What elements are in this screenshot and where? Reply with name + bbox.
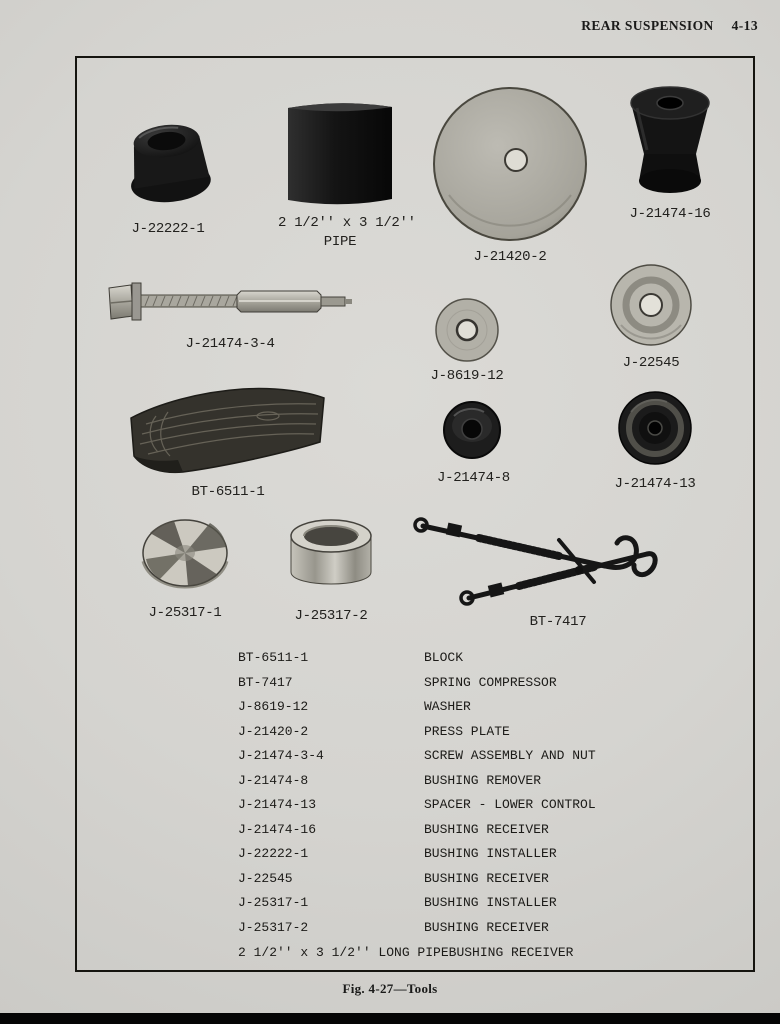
part-code: J-21474-16 [238, 821, 317, 837]
part-desc: SCREW ASSEMBLY AND NUT [424, 748, 596, 764]
part-code: BT-7417 [238, 674, 293, 690]
spacer-image [615, 390, 695, 468]
page-number: 4-13 [731, 18, 758, 33]
part-code: 2 1/2'' x 3 1/2'' LONG PIPE [238, 944, 449, 960]
wood-block-image [128, 386, 328, 478]
tool-label-j-22545: J-22545 [622, 355, 680, 371]
tool-figure-j-8619-12 [430, 298, 504, 384]
part-code: J-21474-3-4 [238, 748, 324, 764]
tool-figure-bt-7417 [408, 510, 660, 630]
tool-label-j-21474-16: J-21474-16 [629, 206, 711, 222]
washer-image [432, 298, 502, 364]
pipe-word-text: PIPE [323, 234, 357, 250]
part-code: J-25317-2 [238, 920, 309, 936]
tool-figure-j-22222-1 [118, 105, 218, 237]
tool-figure-j-25317-1 [138, 513, 232, 621]
tool-label-j-21474-3-4: J-21474-3-4 [185, 336, 275, 352]
parts-list-row [238, 769, 718, 794]
part-code: BT-6511-1 [238, 650, 309, 665]
tool-label-j-21474-8: J-21474-8 [437, 470, 510, 486]
parts-list-row [238, 916, 718, 941]
part-desc: BUSHING RECEIVER [424, 821, 549, 837]
part-desc: WASHER [424, 699, 471, 715]
tool-label-j-8619-12: J-8619-12 [430, 368, 504, 384]
tool-label-bt-7417: BT-7417 [529, 614, 587, 630]
part-code: J-8619-12 [238, 699, 309, 715]
bushing-installer-image [121, 105, 216, 205]
part-code: J-22545 [238, 870, 293, 886]
bushing-remover-image [440, 400, 504, 462]
part-desc: BUSHING RECEIVER [448, 944, 574, 960]
tool-label-j-21474-13: J-21474-13 [614, 476, 696, 492]
press-plate-image [431, 85, 589, 243]
scan-edge-strip [0, 1013, 780, 1024]
tool-figure-j-21474-8 [437, 400, 510, 486]
part-code: J-22222-1 [238, 846, 309, 862]
parts-list-row [238, 818, 718, 843]
parts-list-row [238, 720, 718, 745]
parts-list-row [238, 793, 718, 818]
tool-figure-j-21420-2 [430, 85, 590, 265]
tool-label-j-25317-1: J-25317-1 [148, 605, 222, 621]
part-desc: BUSHING RECEIVER [424, 870, 549, 886]
parts-list-row [238, 941, 718, 966]
bushing-receiver-round-image [609, 263, 693, 347]
parts-list-row [238, 867, 718, 892]
tool-figure-j-21474-16 [620, 82, 720, 222]
tool-figure-j-21474-13 [613, 390, 697, 492]
figure-caption: Fig. 4-27—Tools [342, 981, 438, 996]
part-desc: BLOCK [424, 650, 464, 665]
parts-list-row [238, 695, 718, 720]
part-desc: BUSHING INSTALLER [424, 846, 557, 862]
tool-figure-j-21474-3-4 [100, 276, 360, 352]
part-desc: SPRING COMPRESSOR [424, 674, 557, 690]
part-desc: BUSHING INSTALLER [424, 895, 557, 911]
parts-list-row [238, 891, 718, 916]
tool-label-bt-6511-1: BT-6511-1 [191, 484, 265, 500]
parts-list-row [238, 744, 718, 769]
part-desc: PRESS PLATE [424, 723, 510, 739]
section-title: REAR SUSPENSION [581, 18, 714, 33]
part-code: J-21420-2 [238, 723, 309, 739]
tool-figure-bt-6511-1 [126, 386, 330, 500]
tool-label-j-22222-1: J-22222-1 [131, 221, 205, 237]
part-desc: BUSHING REMOVER [424, 772, 542, 788]
parts-list-row [238, 646, 718, 671]
pipe-size-text: 2 1/2'' x 3 1/2'' [278, 215, 416, 231]
parts-list-row [238, 671, 718, 696]
bushing-receiver-image [622, 82, 718, 198]
tool-figure-long-pipe [278, 98, 416, 252]
part-desc: BUSHING RECEIVER [424, 920, 549, 936]
tool-label-long-pipe [278, 214, 416, 252]
tool-figure-j-22545 [609, 263, 693, 371]
bushing-receiver-sleeve-image [285, 510, 377, 600]
bushing-installer-cup-image [140, 513, 230, 597]
part-code: J-21474-8 [238, 772, 309, 788]
spring-compressor-image [409, 510, 659, 610]
long-pipe-image [282, 98, 398, 210]
part-desc: SPACER - LOWER CONTROL [424, 797, 596, 813]
screw-assembly-image [105, 276, 355, 326]
tool-label-j-25317-2: J-25317-2 [294, 608, 368, 624]
tool-figure-j-25317-2 [283, 510, 379, 624]
running-header [581, 18, 758, 34]
part-code: J-21474-13 [238, 797, 317, 813]
part-code: J-25317-1 [238, 895, 309, 911]
tool-label-j-21420-2: J-21420-2 [473, 249, 547, 265]
parts-list [238, 646, 718, 965]
parts-list-row [238, 842, 718, 867]
